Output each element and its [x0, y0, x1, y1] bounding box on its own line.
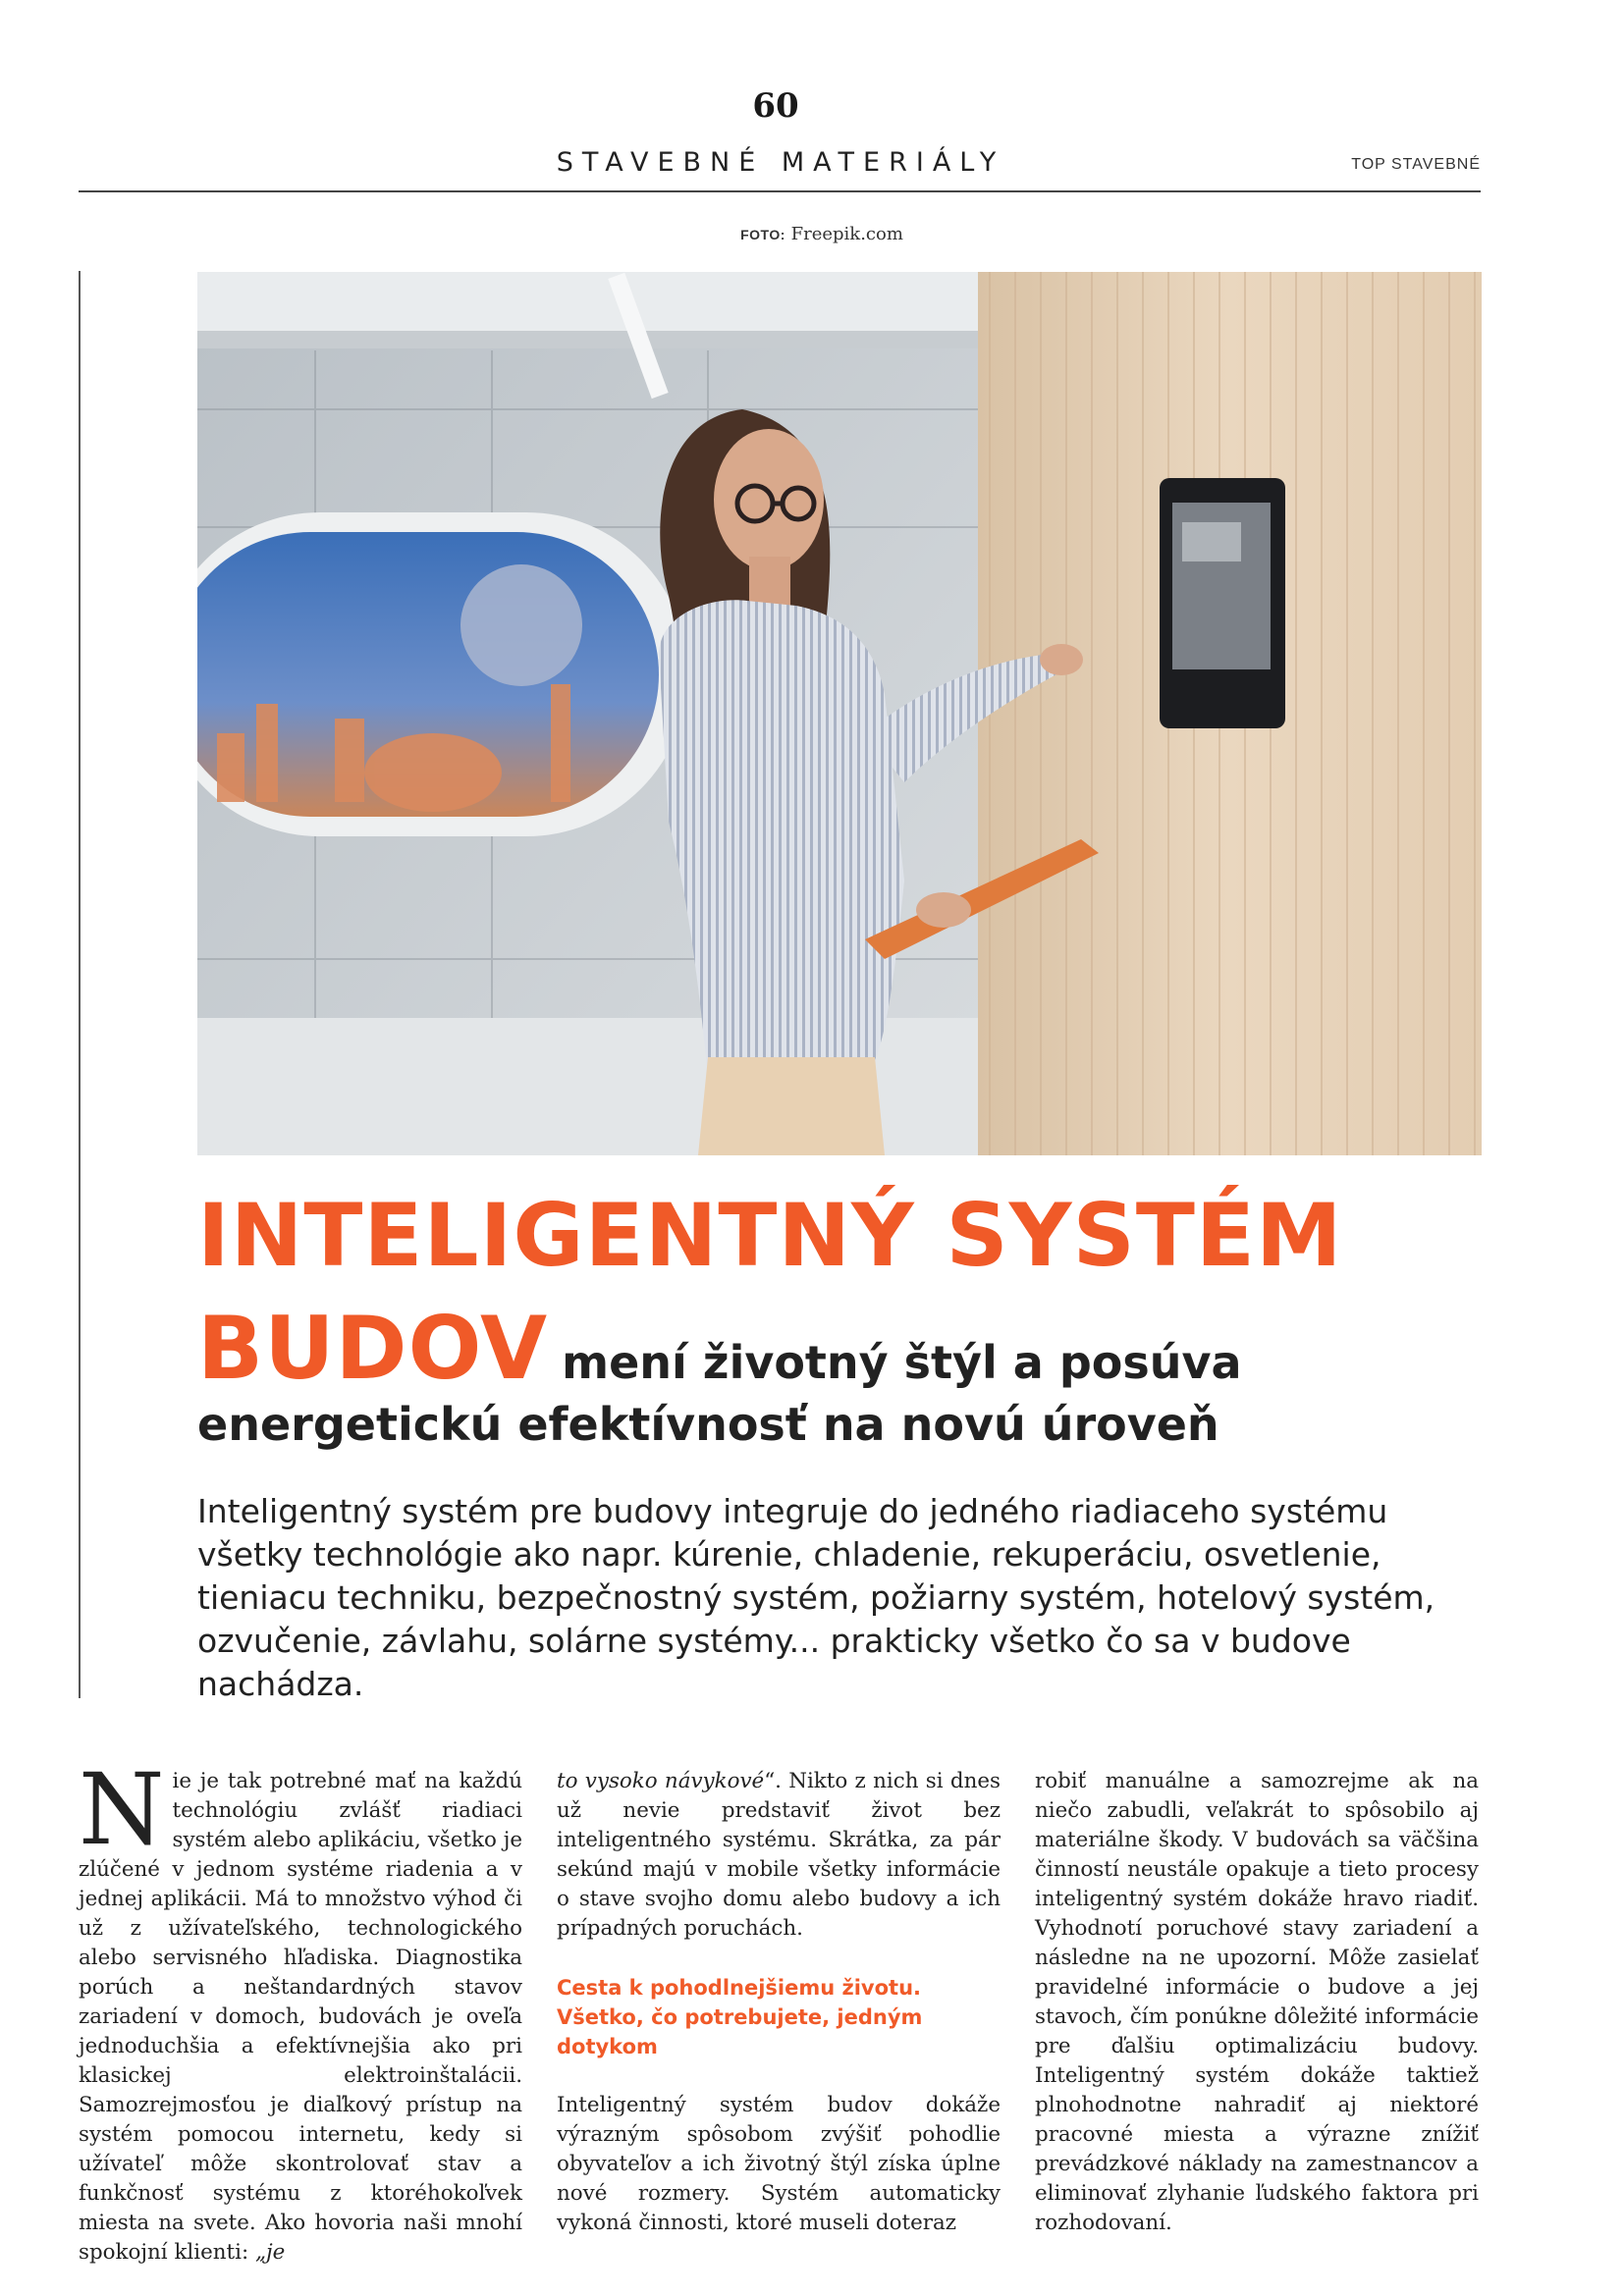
col2-body-text-2: Inteligentný systém budov dokáže výrazným spôsobom zvýšiť pohodlie obyvateľov a ich životný štýl získa úplne nové rozmery. Systém automaticky vykoná činnosti, ktoré museli doteraz: [557, 2093, 1001, 2235]
col3-body-text: robiť manuálne a samozrejme ak na niečo zabudli, veľakrát to spôsobilo aj materiálne škody. V budovách sa väčšina činností neustále opakuje a tieto procesy inteligentný systém dokáže hravo riadiť. Vyhodnotí poruchové stavy zariadení a následne na ne upozorní. Môže zasielať pravidelné informácie o budove a jej stavoch, čím ponúkne dôležité informácie pre ďalšiu optimalizáciu budovy. Inteligentný systém dokáže taktiež plnohodnotne nahradiť aj niektoré pracovné miesta a výrazne znížiť prevádzkové náklady na zamestnancov a eliminovať zlyhanie ľudského faktora pri rozhodovaní.: [1035, 1769, 1479, 2235]
hero-photo-illustration: [197, 272, 1482, 1155]
article-column-2: [557, 1767, 1001, 2238]
headline-line-2: [197, 1298, 1242, 1399]
article-column-3: [1035, 1767, 1479, 2238]
col2-quote-end: to vysoko návykové: [557, 1769, 765, 1793]
lead-paragraph: Inteligentný systém pre budovy integruje do jedného riadiaceho systému všetky technológie ako napr. kúrenie, chladenie, rekuperáciu, osvetlenie, tieniacu techniku, bezpečnostný systém, požiarny systém, hotelový systém, ozvučenie, závlahu, solárne systémy... prakticky všetko čo sa v budove nachádza.: [197, 1492, 1435, 1703]
headline-subtitle-part-1: mení životný štýl a posúva: [562, 1336, 1242, 1389]
page-number: 60: [752, 86, 799, 126]
col2-body-text-1: “. Nikto z nich si dnes už nevie predstaviť život bez inteligentného systému. Skrátka, za pár sekúnd majú v mobile všetky informácie o stave svojho domu alebo budovy a ich prípadných poruchách.: [557, 1769, 1001, 1941]
drop-cap: N: [79, 1752, 165, 1867]
headline-emphasis: BUDOV: [197, 1298, 549, 1399]
headline-line-1: INTELIGENTNÝ SYSTÉM: [197, 1185, 1343, 1286]
photo-credit-source: Freepik.com: [790, 224, 903, 244]
magazine-name: TOP STAVEBNÉ: [1351, 156, 1481, 173]
photo-credit-label: FOTO:: [740, 227, 785, 242]
hero-photo: [197, 272, 1482, 1155]
photo-credit: [0, 224, 1624, 244]
section-title: STAVEBNÉ MATERIÁLY: [556, 147, 1005, 178]
header-divider: [79, 190, 1481, 192]
headline-subtitle-part-2: energetickú efektívnosť na novú úroveň: [197, 1398, 1219, 1451]
article-column-1: [79, 1752, 522, 2268]
col1-quote-start: „je: [254, 2240, 286, 2265]
left-vertical-rule: [79, 271, 81, 1698]
section-subheading: Cesta k pohodlnejšiemu životu. Všetko, čo potrebujete, jedným dotykom: [557, 1976, 923, 2058]
col1-body-text: ie je tak potrebné mať na každú technológiu zvlášť riadiaci systém alebo aplikáciu, všetko je zlúčené v jednom systéme riadenia a v jednej aplikácii. Má to množstvo výhod či už z užívateľského, technologického alebo servisného hľadiska. Diagnostika porúch a neštandardných stavov zariadení v domoch, budovách je oveľa jednoduchšia a efektívnejšia ako pri klasickej elektroinštalácii. Samozrejmosťou je diaľkový prístup na systém pomocou internetu, kedy si užívateľ môže skontrolovať stav a funkčnosť systému z ktoréhokoľvek miesta na svete. Ako hovoria naši mnohí spokojní klienti:: [79, 1769, 522, 2265]
